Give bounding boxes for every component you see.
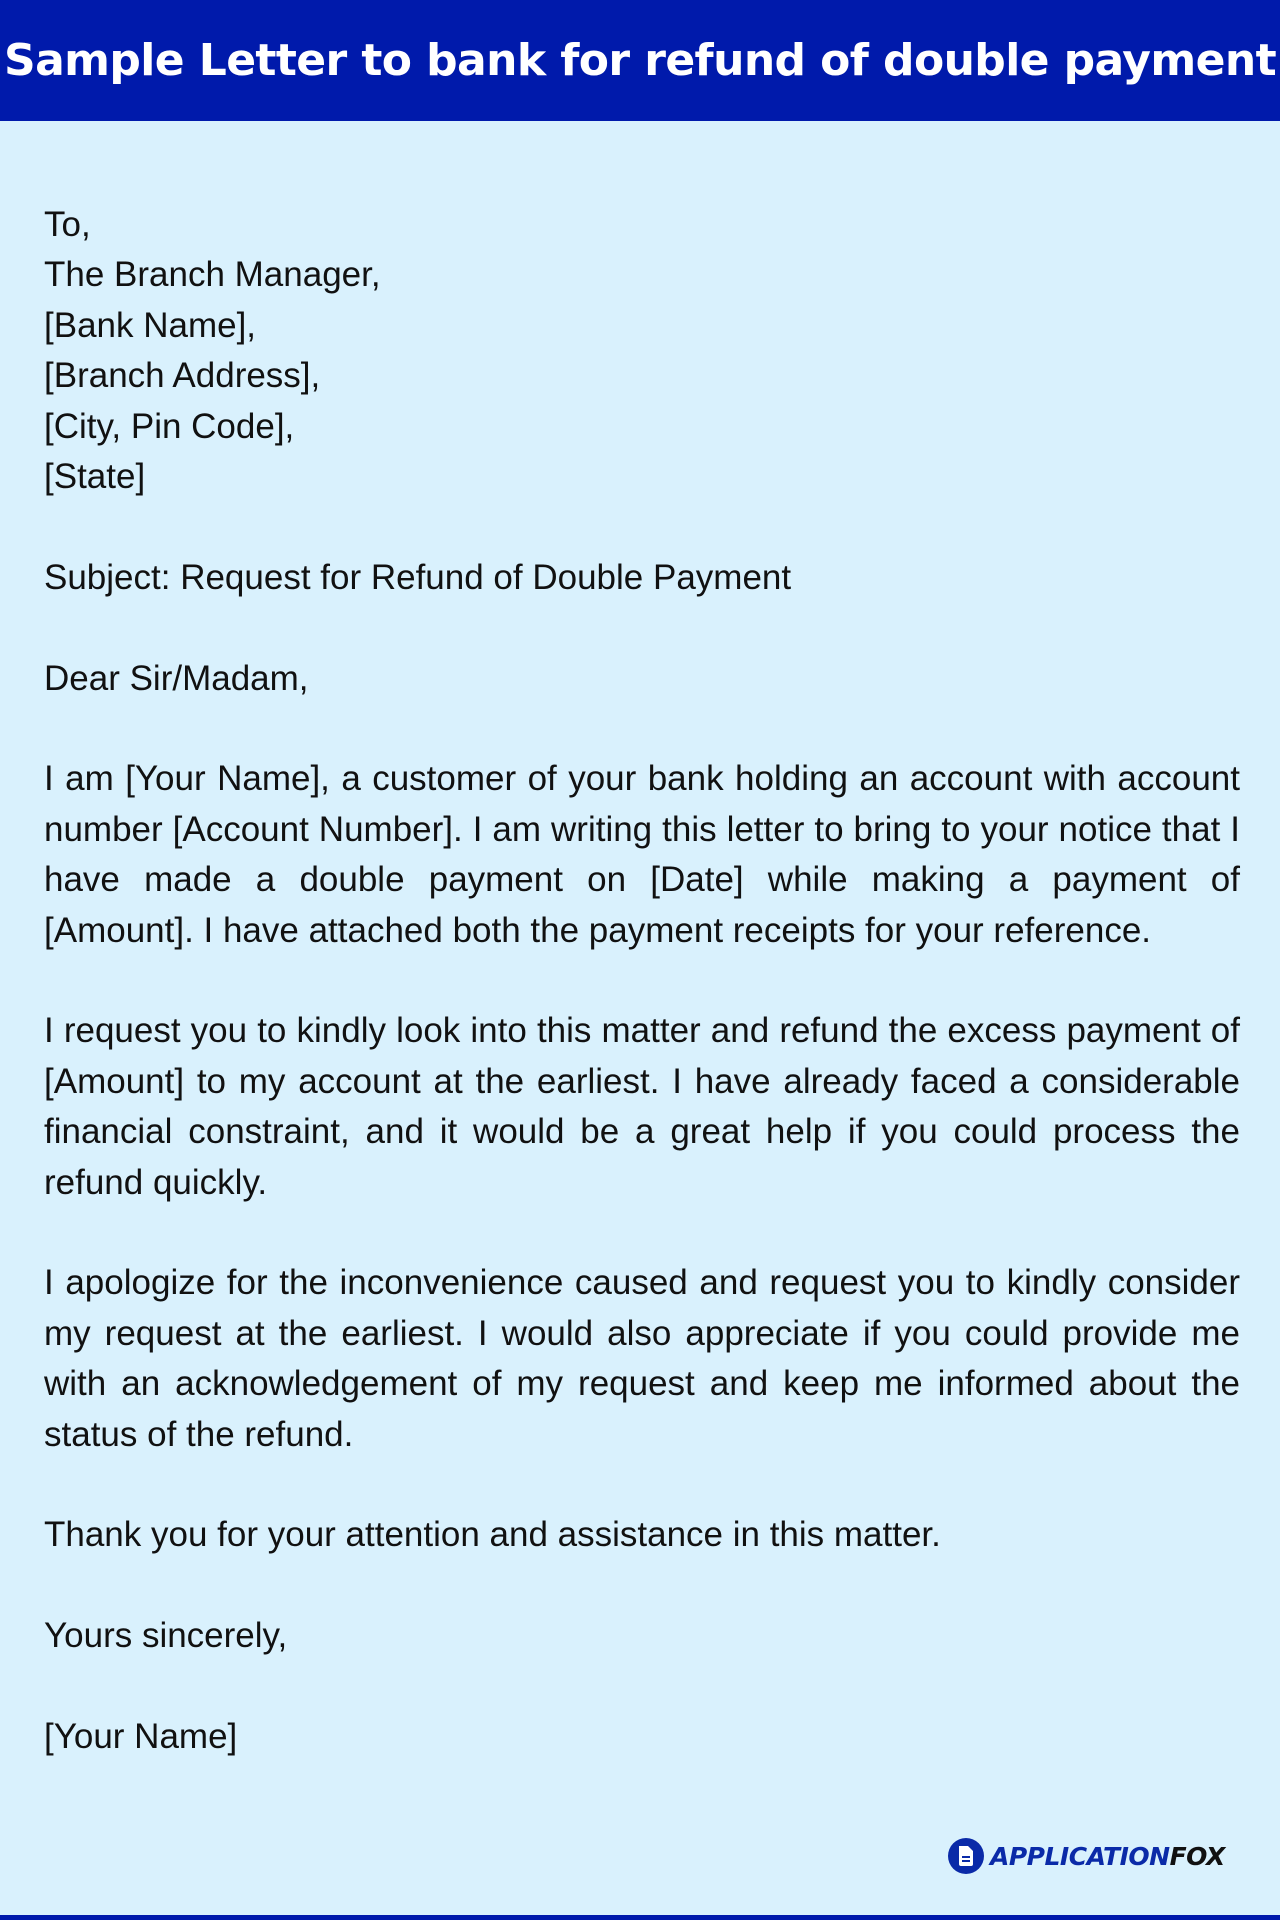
letter-thanks: Thank you for your attention and assistance in this matter. <box>44 1515 941 1555</box>
page-header <box>0 0 1280 121</box>
address-line: To, <box>44 205 91 244</box>
document-icon <box>948 1838 984 1874</box>
brand-logo <box>948 1838 1225 1874</box>
brand-name <box>990 1842 1225 1871</box>
letter-closing: Yours sincerely, <box>44 1616 288 1656</box>
page-title: Sample Letter to bank for refund of double payment <box>3 35 1277 86</box>
letter-paragraph: I apologize for the inconvenience caused and request you to kindly consider my request at the earliest. I would also appreciate if you could provide me with an acknowledgement of my request and keep me informed about the status of the refund. <box>44 1263 1240 1454</box>
brand-name-part1: APPLICATION <box>990 1841 1170 1871</box>
letter-paragraph: I am [Your Name], a customer of your bank holding an account with account number [Account Number]. I am writing this letter to bring to your notice that I have made a double payment on [Date] while making a payment of [Amount]. I have attached both the payment receipts for your reference. <box>44 759 1240 950</box>
letter-subject: Subject: Request for Refund of Double Payment <box>44 557 792 597</box>
address-line: The Branch Manager, <box>44 255 381 295</box>
footer-bar <box>0 1915 1280 1920</box>
letter-signature: [Your Name] <box>44 1717 238 1757</box>
recipient-address <box>44 200 1240 502</box>
letter-salutation: Dear Sir/Madam, <box>44 658 309 698</box>
address-line: [State] <box>44 457 146 497</box>
address-line: [City, Pin Code], <box>44 406 295 446</box>
brand-name-part2: FOX <box>1169 1841 1225 1871</box>
address-line: [Bank Name], <box>44 305 257 345</box>
address-line: [Branch Address], <box>44 356 321 396</box>
letter-body <box>44 200 1240 1762</box>
letter-paragraph: I request you to kindly look into this matter and refund the excess payment of [Amount] to my account at the earliest. I have already faced a considerable financial constraint, and it would be a great help if you could process the refund quickly. <box>44 1011 1240 1202</box>
